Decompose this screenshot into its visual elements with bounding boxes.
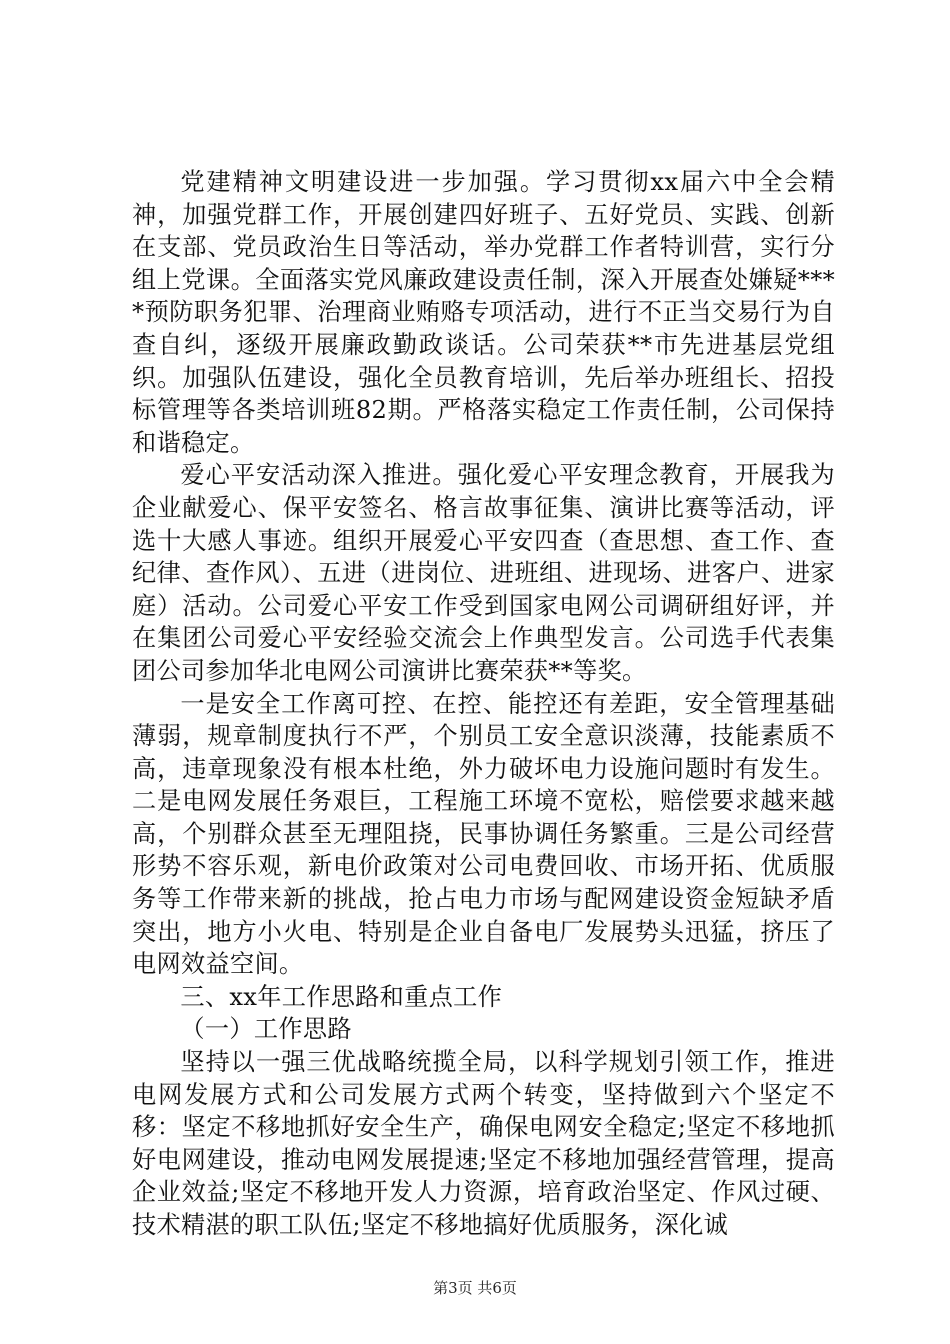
paragraph-problems: 一是安全工作离可控、在控、能控还有差距，安全管理基础薄弱，规章制度执行不严，个别员工安全意识淡薄，技能素质不高，违章现象没有根本杜绝，外力破坏电力设施问题时有发生。二是电网发展任务艰巨，工程施工环境不宽松，赔偿要求越来越高，个别群众甚至无理阻挠，民事协调任务繁重。三是公司经营形势不容乐观，新电价政策对公司电费回收、市场开拓、优质服务等工作带来新的挑战，抢占电力市场与配网建设资金短缺矛盾突出，地方小火电、特别是企业自备电厂发展势头迅猛，挤压了电网效益空间。 xyxy=(132,689,835,979)
paragraph-party-building: 党建精神文明建设进一步加强。学习贯彻xx届六中全会精神，加强党群工作，开展创建四好班子、五好党员、实践、创新在支部、党员政治生日等活动，举办党群工作者特训营，实行分组上党课。全面落实党风廉政建设责任制，深入开展查处嫌疑****预防职务犯罪、治理商业贿赂专项活动，进行不正当交易行为自查自纠，逐级开展廉政勤政谈话。公司荣获**市先进基层党组织。加强队伍建设，强化全员教育培训，先后举办班组长、招投标管理等各类培训班82期。严格落实稳定工作责任制，公司保持和谐稳定。 xyxy=(132,168,835,457)
paragraph-work-plan: 坚持以一强三优战略统揽全局，以科学规划引领工作，推进电网发展方式和公司发展方式两个转变，坚持做到六个坚定不移：坚定不移地抓好安全生产，确保电网安全稳定;坚定不移地抓好电网建设，推动电网发展提速;坚定不移地加强经营管理，提高企业效益;坚定不移地开发人力资源，培育政治坚定、作风过硬、技术精湛的职工队伍;坚定不移地搞好优质服务，深化诚 xyxy=(132,1048,835,1239)
page-number: 第3页 共6页 xyxy=(433,1279,517,1297)
document-body xyxy=(132,166,835,1242)
section-heading: 三、xx年工作思路和重点工作 xyxy=(180,982,503,1011)
paragraph-love-safety: 爱心平安活动深入推进。强化爱心平安理念教育，开展我为企业献爱心、保平安签名、格言故事征集、演讲比赛等活动，评选十大感人事迹。组织开展爱心平安四查（查思想、查工作、查纪律、查作风）、五进（进岗位、进班组、进现场、进客户、进家庭）活动。公司爱心平安工作受到国家电网公司调研组好评，并在集团公司爱心平安经验交流会上作典型发言。公司选手代表集团公司参加华北电网公司演讲比赛荣获**等奖。 xyxy=(132,461,835,685)
subsection-heading: （一）工作思路 xyxy=(180,1015,352,1044)
